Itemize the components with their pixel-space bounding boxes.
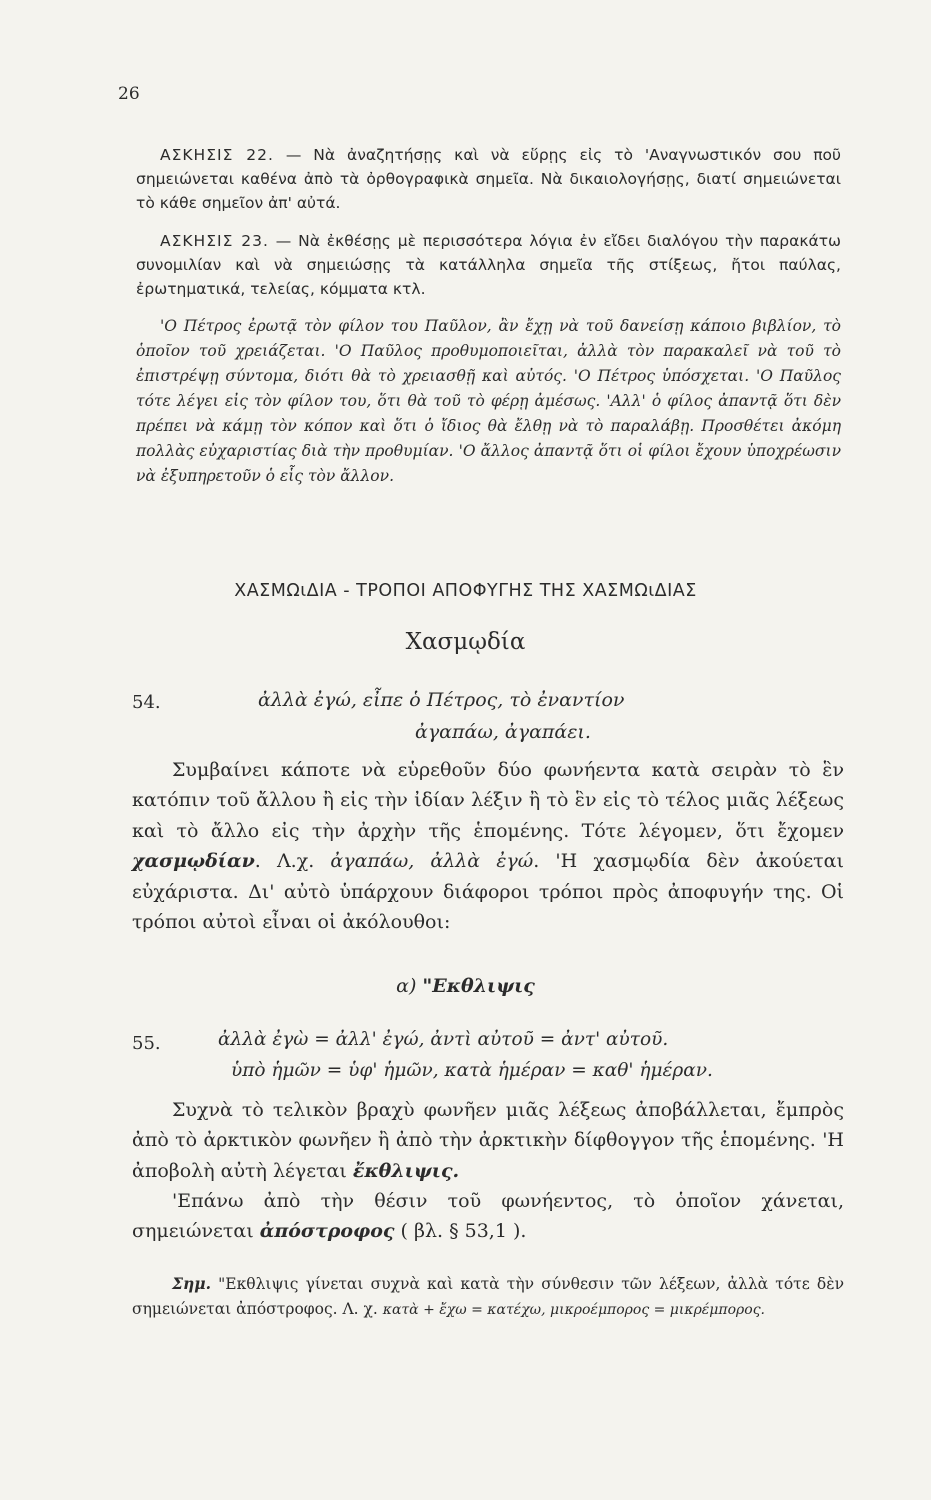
elision-term: ἔκθλιψις.	[352, 1159, 460, 1182]
note-label: Σημ.	[172, 1274, 211, 1293]
hiatus-text-1: Συμβαίνει κάποτε νὰ εὑρεθοῦν δύο φωνήεντα κατὰ σειρὰν τὸ ἓν κατόπιν τοῦ ἄλλου ἢ εἰς τὴν ἰδίαν λέξιν ἢ τὸ ἓν εἰς τὸ τέλος μιᾶς λέξεως καὶ τὸ ἄλλο εἰς τὴν ἀρχὴν τῆς ἑπομένης. Τότε λέγομεν, ὅτι ἔχομεν	[132, 759, 844, 842]
apostrophe-text-1: 'Επάνω ἀπὸ τὴν θέσιν τοῦ φωνήεντος, τὸ ὁποῖον χάνεται, σημειώνεται	[132, 1190, 844, 1243]
note-block	[132, 1271, 844, 1323]
exercise-22-text: — Νὰ ἀναζητήσῃς καὶ νὰ εὕρῃς εἰς τὸ 'Αναγνωστικόν σου ποῦ σημειώνεται καθένα ἀπὸ τὰ ὀρθογραφικὰ σημεῖα. Νὰ δικαιολογήσῃς, διατί σημειώνεται τὸ κάθε σημεῖον ἀπ' αὐτά.	[136, 146, 842, 212]
subsection-a-title	[0, 975, 931, 997]
exercise-23-dialogue: 'Ο Πέτρος ἐρωτᾷ τὸν φίλον του Παῦλον, ἂν ἔχῃ νὰ τοῦ δανείσῃ κάποιο βιβλίον, τὸ ὁποῖον τοῦ χρειάζεται. 'Ο Παῦλος προθυμοποιεῖται, ἀλλὰ τὸν παρακαλεῖ νὰ τοῦ τὸ ἐπιστρέψῃ σύντομα, διότι θὰ τὸ χρειασθῇ καὶ αὐτός. 'Ο Πέτρος ὑπόσχεται. 'Ο Παῦλος τότε λέγει εἰς τὸν φίλον του, ὅτι θὰ τοῦ τὸ φέρῃ ἀμέσως. 'Αλλ' ὁ φίλος ἀπαντᾷ ὅτι δὲν πρέπει νὰ κάμῃ τὸν κόπον καὶ ὅτι ὁ ἴδιος θὰ ἔλθῃ νὰ τὸ παραλάβῃ. Προσθέτει ἀκόμη πολλὰς εὐχαριστίας διὰ τὴν προθυμίαν. 'Ο ἄλλος ἀπαντᾷ ὅτι οἱ φίλοι ἔχουν ὑποχρέωσιν νὰ ἐξυπηρετοῦν ὁ εἷς τὸν ἄλλον.	[136, 317, 841, 485]
exercise-22	[136, 143, 841, 215]
note-text: "Εκθλιψις γίνεται συχνὰ καὶ κατὰ τὴν σύνθεσιν τῶν λέξεων, ἀλλὰ τότε δὲν σημειώνεται ἀπόστροφος. Λ. χ.	[132, 1275, 844, 1318]
exercise-23	[136, 229, 841, 301]
note-example: κατὰ + ἔχω = κατέχω, μικροέμπορος = μικρέμπορος.	[382, 1302, 765, 1318]
subsection-a-letter: α)	[396, 975, 417, 997]
elision-text-1: Συχνὰ τὸ τελικὸν βραχὺ φωνῆεν μιᾶς λέξεως ἀποβάλλεται, ἔμπρὸς ἀπὸ τὸ ἀρκτικὸν φωνῆεν ἢ ἀπὸ τὴν ἀρκτικὴν δίφθογγον τῆς ἑπομένης. 'Η ἀποβολὴ αὐτὴ λέγεται	[132, 1099, 844, 1182]
paragraph-55-example-line-2: ὑπὸ ἡμῶν = ὑφ' ἡμῶν, κατὰ ἡμέραν = καθ' ἡμέραν.	[231, 1060, 713, 1081]
paragraph-54-example-line-2: ἀγαπάω, ἀγαπάει.	[415, 721, 591, 743]
hiatus-example: ἀγαπάω, ἀλλὰ ἐγώ	[330, 850, 534, 873]
subsection-title: Χασμῳδία	[405, 629, 526, 655]
exercise-23-text: — Νὰ ἐκθέσῃς μὲ περισσότερα λόγια ἐν εἴδει διαλόγου τὴν παρακάτω συνομιλίαν καὶ νὰ σημειώσῃς τὰ κατάλληλα σημεῖα τῆς στίξεως, ἤτοι παύλας, ἐρωτηματικά, τελείας, κόμματα κτλ.	[136, 232, 842, 298]
paragraph-55-example-line-1: ἀλλὰ ἐγὼ = ἀλλ' ἐγώ, ἀντὶ αὐτοῦ = ἀντ' αὐτοῦ.	[218, 1029, 669, 1050]
paragraph-elision	[132, 1095, 844, 1186]
paragraph-apostrophe	[132, 1186, 844, 1247]
hiatus-term: χασμῳδίαν	[132, 850, 255, 873]
paragraph-hiatus	[132, 755, 844, 937]
page-number: 26	[118, 84, 140, 104]
paragraph-54-number: 54.	[132, 692, 161, 713]
paragraph-54-example-line-1: ἀλλὰ ἐγώ, εἶπε ὁ Πέτρος, τὸ ἐναντίον	[258, 689, 625, 711]
paragraph-55-number: 55.	[132, 1033, 161, 1054]
exercise-22-heading: ΑΣΚΗΣΙΣ 22.	[160, 146, 274, 164]
apostrophe-text-2: ( βλ. § 53,1 ).	[400, 1220, 527, 1243]
hiatus-text-3: . 'Η χασμῳδία δὲν ἀκούεται εὐχάριστα. Δι' αὐτὸ ὑπάρχουν διάφοροι τρόποι πρὸς ἀποφυγήν της. Οἱ τρόποι αὐτοὶ εἶναι οἱ ἀκόλουθοι:	[132, 850, 844, 934]
apostrophe-term: ἀπόστροφος	[259, 1220, 395, 1243]
section-title: ΧΑΣΜΩιΔΙΑ - ΤΡΟΠΟΙ ΑΠΟΦΥΓΗΣ ΤΗΣ ΧΑΣΜΩιΔΙΑΣ	[234, 581, 697, 601]
subsection-a-name: "Εκθλιψις	[422, 975, 535, 997]
exercise-23-heading: ΑΣΚΗΣΙΣ 23.	[160, 232, 269, 250]
hiatus-text-2: . Λ.χ.	[254, 850, 315, 873]
